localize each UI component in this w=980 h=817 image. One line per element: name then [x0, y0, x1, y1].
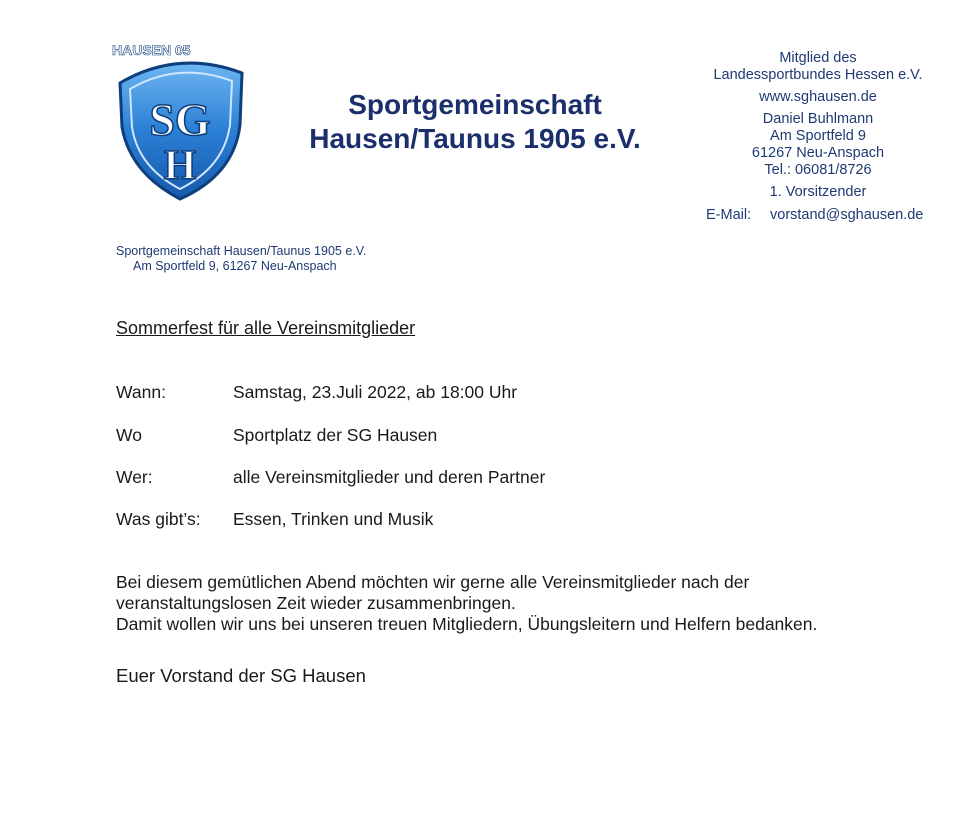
detail-value: Sportplatz der SG Hausen [233, 425, 438, 445]
sender-address [116, 244, 366, 274]
website-link[interactable]: www.sghausen.de [759, 89, 877, 105]
contact-phone: Tel.: 06081/8726 [764, 162, 872, 178]
detail-row-who [116, 467, 545, 488]
letter-subject: Sommerfest für alle Vereinsmitglieder [116, 318, 416, 338]
club-title-line2: Hausen/Taunus 1905 e.V. [309, 123, 641, 154]
email-label: E-Mail: [706, 207, 752, 223]
logo-ring-text: HAUSEN 05 [112, 42, 191, 58]
detail-value: Essen, Trinken und Musik [233, 509, 434, 529]
contact-street: Am Sportfeld 9 [770, 128, 866, 144]
detail-key: Wann: [116, 382, 166, 402]
detail-key: Wo [116, 425, 142, 445]
detail-row-when [116, 382, 517, 403]
body-line3: Damit wollen wir uns bei unseren treuen Mitgliedern, Übungsleitern und Helfern bedanken. [116, 614, 818, 634]
detail-value: Samstag, 23.Juli 2022, ab 18:00 Uhr [233, 382, 518, 402]
contact-name: Daniel Buhlmann [762, 111, 874, 127]
email-link[interactable]: vorstand@sghausen.de [770, 207, 924, 223]
club-title-line1: Sportgemeinschaft [348, 89, 602, 120]
detail-key: Was gibt’s: [116, 509, 201, 529]
club-info-block [688, 50, 948, 201]
body-line1: Bei diesem gemütlichen Abend möchten wir gerne alle Vereinsmitglieder nach der [116, 572, 750, 592]
membership-line1: Mitglied des [779, 50, 857, 66]
email-line [706, 207, 923, 223]
body-line2: veranstaltungslosen Zeit wieder zusammenbringen. [116, 593, 516, 613]
membership-line2: Landessportbundes Hessen e.V. [713, 67, 923, 83]
detail-key: Wer: [116, 467, 153, 487]
detail-row-where [116, 425, 437, 446]
logo-monogram-h: H [163, 143, 197, 189]
club-title [270, 88, 680, 156]
detail-value: alle Vereinsmitglieder und deren Partner [233, 467, 546, 487]
club-logo [112, 42, 248, 203]
contact-role: 1. Vorsitzender [769, 184, 867, 200]
detail-row-what [116, 509, 433, 530]
letter-body [116, 572, 817, 635]
logo-monogram-sg: SG [149, 94, 211, 145]
contact-city: 61267 Neu-Anspach [751, 145, 885, 161]
sender-line2: Am Sportfeld 9, 61267 Neu-Anspach [133, 259, 337, 273]
sender-line1: Sportgemeinschaft Hausen/Taunus 1905 e.V. [116, 244, 367, 258]
letter-closing: Euer Vorstand der SG Hausen [116, 665, 366, 686]
